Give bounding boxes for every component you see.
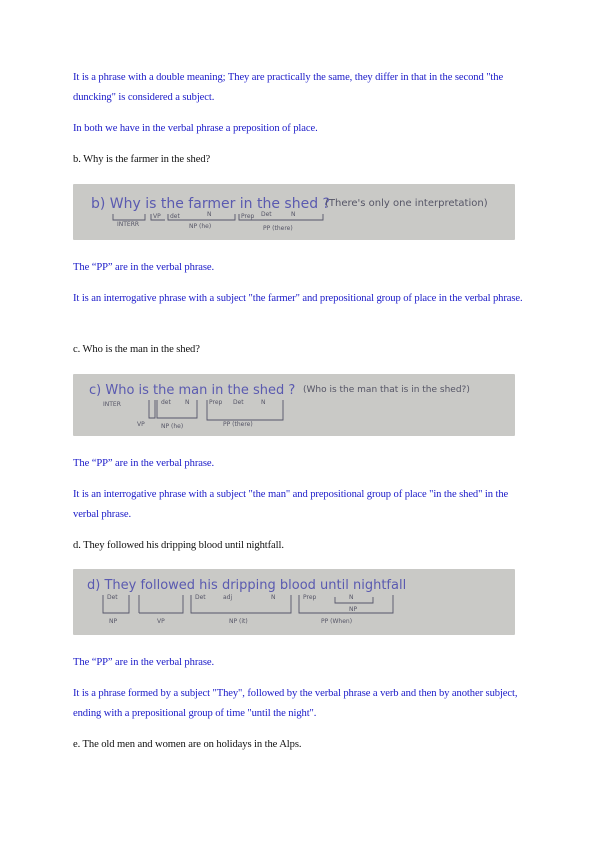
handwritten-analysis-d-image bbox=[73, 569, 515, 635]
label-vp-d: VP bbox=[157, 618, 165, 625]
label-n: N bbox=[207, 211, 212, 218]
label-n-d: N bbox=[271, 594, 276, 601]
sentence-d-text: d) They followed his dripping blood until nightfall bbox=[87, 578, 407, 593]
note-b-interrogative: It is an interrogative phrase with a subject "the farmer" and prepositional group of place in the verbal phrase. bbox=[73, 293, 523, 304]
label-vp: VP bbox=[153, 213, 161, 220]
label-np-it: NP (it) bbox=[229, 618, 248, 625]
label-n-2: N bbox=[291, 211, 296, 218]
label-det-d2: Det bbox=[195, 594, 206, 601]
label-prep: Prep bbox=[241, 213, 255, 220]
label-det-c: det bbox=[161, 399, 171, 406]
handwritten-analysis-c-image bbox=[73, 374, 515, 436]
note-c-interrogative: It is an interrogative phrase with a subject "the man" and prepositional group of place "in the shed" in the verbal phrase. bbox=[73, 489, 509, 520]
label-pp-c: PP (there) bbox=[223, 421, 253, 428]
note-d-pp: The “PP” are in the verbal phrase. bbox=[73, 657, 215, 668]
question-b: b. Why is the farmer in the shed? bbox=[73, 154, 211, 165]
question-e: e. The old men and women are on holidays in the Alps. bbox=[73, 739, 302, 750]
label-interr: INTERR bbox=[117, 221, 140, 228]
label-np-d: NP bbox=[109, 618, 118, 625]
label-det-2: Det bbox=[261, 211, 272, 218]
note-c-pp: The “PP” are in the verbal phrase. bbox=[73, 458, 215, 469]
label-pp-when: PP (When) bbox=[321, 618, 353, 625]
handwritten-analysis-b-image bbox=[73, 184, 515, 240]
sentence-b-text: b) Why is the farmer in the shed ? bbox=[91, 196, 330, 212]
note-b-pp: The “PP” are in the verbal phrase. bbox=[73, 262, 215, 273]
label-n-d2: N bbox=[349, 594, 354, 601]
label-prep-d: Prep bbox=[303, 594, 317, 601]
label-adj-d: adj bbox=[223, 594, 233, 601]
question-d: d. They followed his dripping blood until nightfall. bbox=[73, 540, 284, 551]
paragraph-preposition-place: In both we have in the verbal phrase a preposition of place. bbox=[73, 123, 318, 134]
label-n-c: N bbox=[185, 399, 190, 406]
label-np: NP (he) bbox=[189, 223, 212, 230]
label-np-c: NP (he) bbox=[161, 423, 184, 430]
sentence-c-text: c) Who is the man in the shed ? bbox=[89, 383, 296, 398]
label-det: det bbox=[170, 213, 180, 220]
note-d-phrase: It is a phrase formed by a subject "They", followed by the verbal phrase a verb and then by another subject, ending with a prepositional group of time "until the night". bbox=[73, 688, 518, 719]
comment-b-text: (There's only one interpretation) bbox=[325, 198, 488, 209]
label-vp-c: VP bbox=[137, 421, 145, 428]
label-prep-c: Prep bbox=[209, 399, 223, 406]
label-det-d: Det bbox=[107, 594, 118, 601]
label-inter: INTER bbox=[103, 401, 121, 408]
paragraph-double-meaning: It is a phrase with a double meaning; They are practically the same, they differ in that in the second "the duncking" is considered a subject. bbox=[73, 72, 504, 103]
label-det-c2: Det bbox=[233, 399, 244, 406]
label-n-c2: N bbox=[261, 399, 266, 406]
question-c: c. Who is the man in the shed? bbox=[73, 344, 200, 355]
comment-c-text: (Who is the man that is in the shed?) bbox=[303, 385, 470, 395]
label-pp: PP (there) bbox=[263, 225, 293, 232]
label-np-d2: NP bbox=[349, 606, 358, 613]
